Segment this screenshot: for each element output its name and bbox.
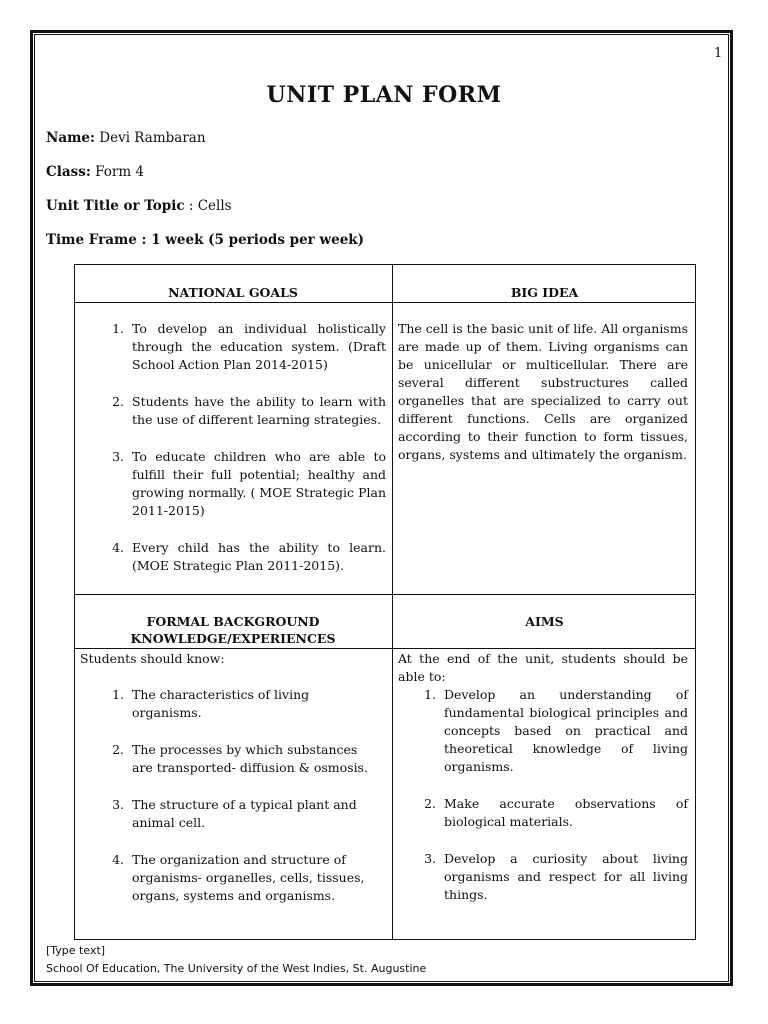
table-section-divider	[74, 594, 696, 595]
national-goals-header: NATIONAL GOALS	[168, 285, 298, 300]
name-label: Name:	[46, 130, 95, 146]
name-field	[46, 130, 206, 146]
unit-title-field	[46, 198, 232, 214]
aims-intro: At the end of the unit, students should be able to:	[398, 651, 688, 684]
background-item: 2. The processes by which substances are transported- diffusion & osmosis.	[112, 742, 368, 775]
big-idea-text: The cell is the basic unit of life. All organisms are made up of them. Living organisms can be unicellular or multicellular. There are several different substructures called organelles that are specialized to carry out different functions. Cells are organized according to their function to form tissues, organs, systems and ultimately the organism.	[398, 321, 688, 462]
unit-title-value: : Cells	[188, 198, 232, 214]
aim-item: 2. Make accurate observations of biological materials.	[424, 796, 688, 829]
national-goal-item: 3. To educate children who are able to fulfill their full potential; healthy and growing normally. ( MOE Strategic Plan 2011-2015)	[112, 449, 386, 518]
background-header: FORMAL BACKGROUND KNOWLEDGE/EXPERIENCES	[130, 614, 336, 646]
page-title: UNIT PLAN FORM	[266, 82, 502, 108]
background-intro: Students should know:	[80, 651, 225, 666]
national-goals-list	[100, 320, 386, 575]
aim-item: 3. Develop a curiosity about living organisms and respect for all living things.	[424, 851, 688, 902]
background-list	[100, 686, 380, 905]
footer-institution: School Of Education, The University of the West Indies, St. Augustine	[46, 962, 427, 975]
page-number: 1	[714, 46, 723, 61]
time-frame-field: Time Frame : 1 week (5 periods per week)	[46, 232, 365, 248]
national-goal-item: 1. To develop an individual holistically through the education system. (Draft School Action Plan 2014-2015)	[112, 321, 386, 372]
aims-header: AIMS	[525, 614, 564, 629]
background-item: 1. The characteristics of living organisms.	[112, 687, 310, 720]
national-goal-item: 2. Students have the ability to learn with the use of different learning strategies.	[112, 394, 386, 427]
background-item: 3. The structure of a typical plant and animal cell.	[112, 797, 357, 830]
big-idea-header: BIG IDEA	[510, 285, 579, 300]
class-label: Class:	[46, 164, 91, 180]
class-value: Form 4	[95, 164, 145, 180]
footer-placeholder: [Type text]	[46, 944, 106, 957]
aim-item: 1. Develop an understanding of fundamental biological principles and concepts based on practical and theoretical knowledge of living organisms.	[424, 687, 688, 774]
table-column-divider	[392, 264, 393, 940]
aims-list	[412, 686, 688, 904]
national-goal-item: 4. Every child has the ability to learn. (MOE Strategic Plan 2011-2015).	[112, 540, 386, 573]
table-subheader-divider	[74, 648, 696, 649]
background-item: 4. The organization and structure of organisms- organelles, cells, tissues, organs, systems and organisms.	[112, 852, 365, 903]
table-header-divider	[74, 302, 696, 303]
name-value: Devi Rambaran	[99, 130, 206, 146]
unit-title-label: Unit Title or Topic	[46, 198, 185, 214]
class-field	[46, 164, 144, 180]
